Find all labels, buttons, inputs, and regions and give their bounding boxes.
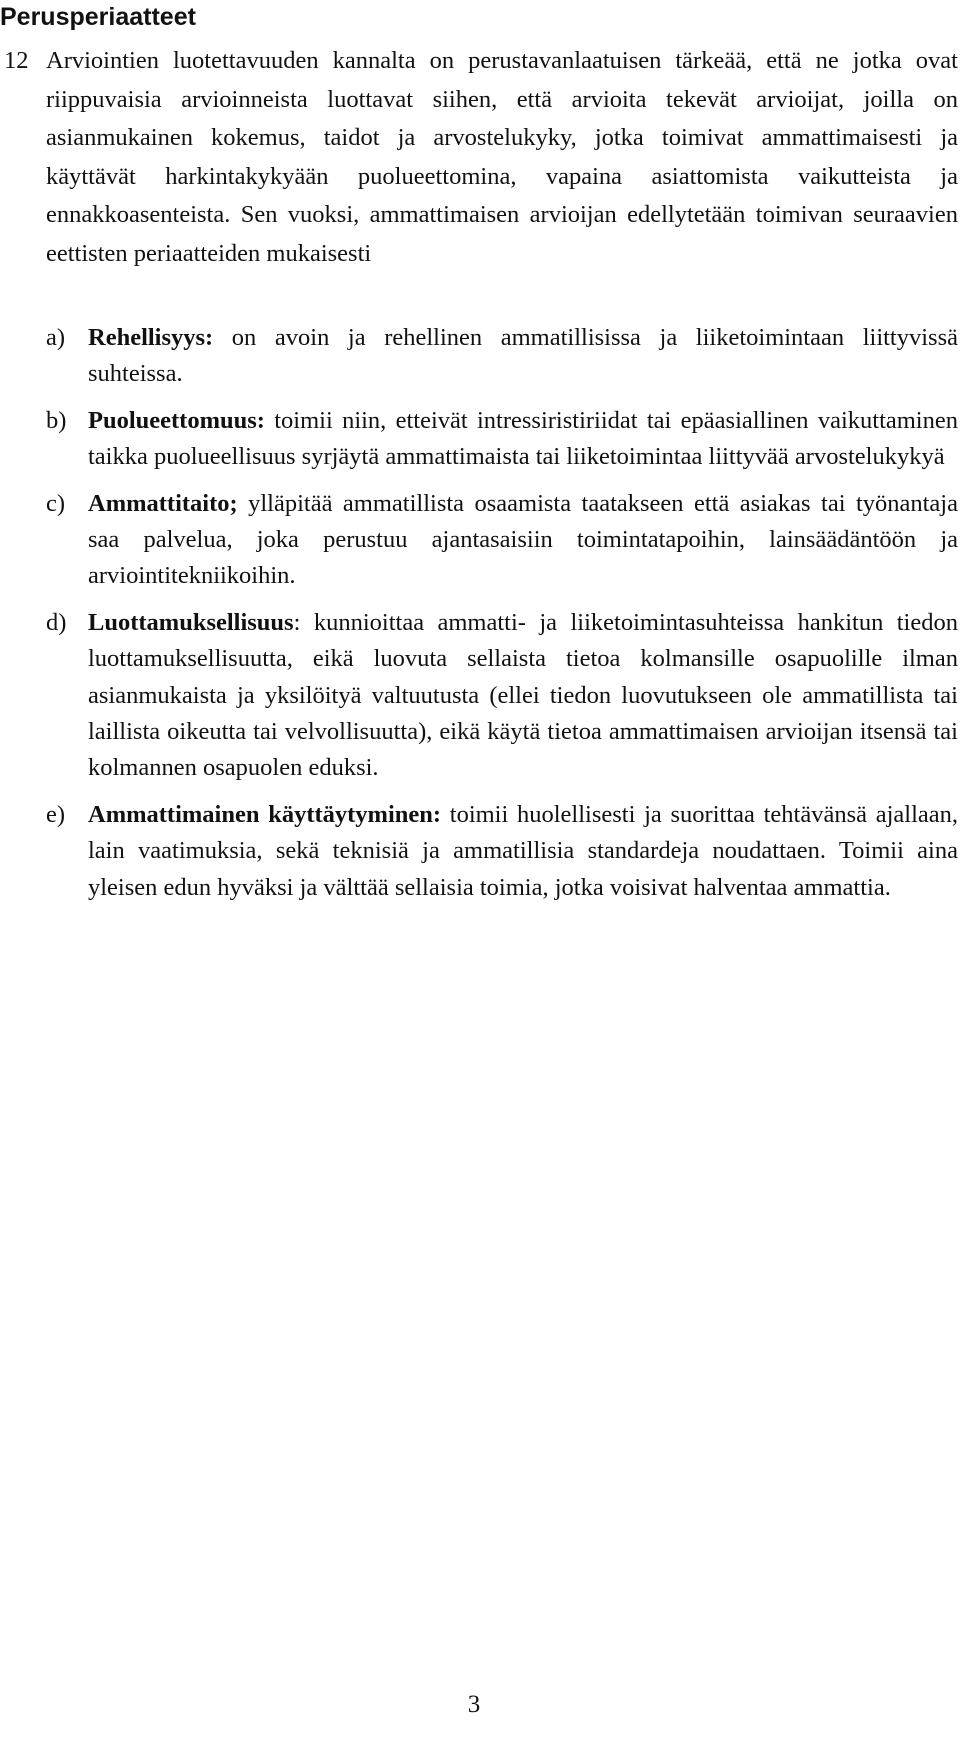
principle-text: : kunnioittaa ammatti- ja liiketoimintasuhteissa hankitun tiedon luottamuksellisuutta, eikä luovuta sellaista tietoa kolmansille osapuolille ilman asianmukaista ja yksilöityä valtuutusta (ellei tiedon luovutukseen ole ammatillista tai laillista oikeutta tai velvollisuutta), eikä käytä tietoa ammattimaisen arvioijan itsensä tai kolmannen osapuolen eduksi. [88,608,958,782]
section-heading: Perusperiaatteet [0,3,196,31]
principle-text: toimii niin, etteivät intressiristiriidat tai epäasiallinen vaikuttaminen taikka puolueellisuus syrjäytä ammattimaista tai liiketoimintaa liittyvää arvostelukykyä [88,406,958,471]
principle-letter: d) [46,608,67,636]
principle-term: Rehellisyys: [88,324,214,351]
principle-paragraph [88,320,958,393]
principle-term: Puolueettomuus: [88,406,265,434]
page-number: 3 [467,1691,481,1718]
intro-paragraph [0,42,958,274]
principle-term: Ammattimainen käyttäytyminen: [88,800,442,828]
principle-item-impartiality [0,403,958,476]
principle-item-confidentiality [0,605,958,787]
principle-paragraph [88,403,958,476]
principles-list [0,320,958,906]
principle-item-professional-conduct [0,797,958,906]
principle-item-competence [0,486,958,595]
principle-item-honesty [0,320,958,393]
principle-text: ylläpitää ammatillista osaamista taatakseen että asiakas tai työnantaja saa palvelua, joka perustuu ajantasaisiin toimintatapoihin, lainsäädäntöön ja arviointitekniikoihin. [88,489,958,590]
principle-text: toimii huolellisesti ja suorittaa tehtävänsä ajallaan, lain vaatimuksia, sekä teknisiä ja ammatillisia standardeja noudattaen. Toimii aina yleisen edun hyväksi ja välttää sellaisia toimia, jotka voisivat halventaa ammattia. [88,800,958,901]
page-footer [0,1690,960,1720]
paragraph-number: 12 [4,47,29,74]
principle-letter: c) [46,489,66,517]
intro-text: Arviointien luotettavuuden kannalta on perustavanlaatuisen tärkeää, että ne jotka ovat riippuvaisia arvioinneista luottavat siihen, että arvioita tekevät arvioijat, joilla on asianmukainen kokemus, taidot ja arvostelukyky, jotka toimivat ammattimaisesti ja käyttävät harkintakykyään puolueettomina, vapaina asiattomista vaikutteista ja ennakkoasenteista. Sen vuoksi, ammattimaisen arvioijan edellytetään toimivan seuraavien eettisten periaatteiden mukaisesti [46,47,958,267]
principle-letter: b) [46,406,67,434]
principle-term: Ammattitaito; [88,489,238,517]
principle-paragraph [88,486,958,595]
principle-term: Luottamuksellisuus [88,608,294,636]
principle-letter: e) [46,800,66,828]
principle-text: on avoin ja rehellinen ammatillisissa ja liiketoimintaan liittyvissä suhteissa. [88,324,958,388]
principle-paragraph [88,797,958,906]
principle-letter: a) [46,324,66,351]
principle-paragraph [88,605,958,787]
